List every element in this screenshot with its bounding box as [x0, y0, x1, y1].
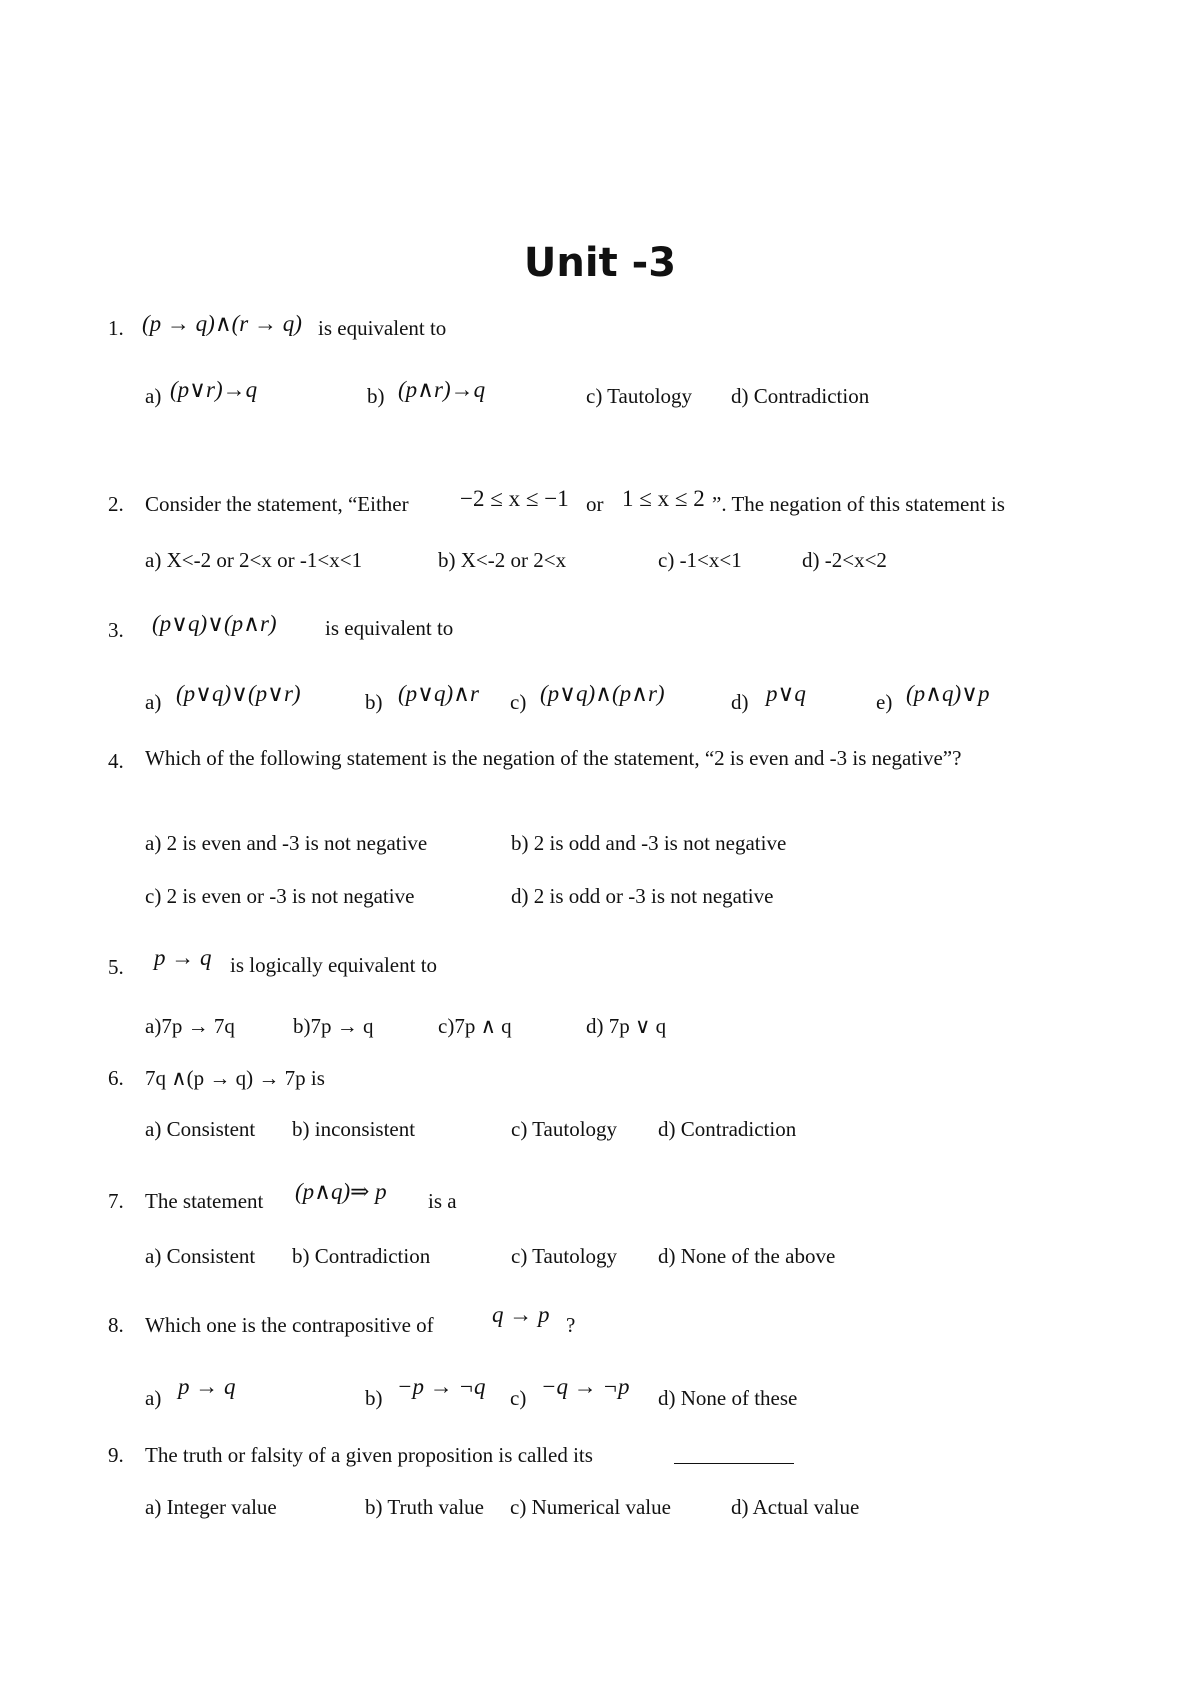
q1-option-c: c) Tautology	[586, 384, 693, 408]
q5-option-a: a)7p → 7q	[145, 1014, 235, 1038]
q9-option-b: b) Truth value	[365, 1495, 485, 1519]
q8-option-b-math: −p → ¬q	[397, 1374, 486, 1399]
q5-option-c: c)7p ∧ q	[438, 1014, 512, 1038]
question-5-text: is logically equivalent to	[230, 953, 438, 977]
q1-option-b-label: b)	[367, 384, 385, 408]
q4-option-c: c) 2 is even or -3 is not negative	[145, 884, 415, 908]
question-1-expression: (p → q)∧(r → q)	[142, 311, 302, 336]
q3-option-a-label: a)	[145, 690, 162, 714]
q6-option-b: b) inconsistent	[292, 1117, 416, 1141]
q2-option-a: a) X<-2 or 2<x or -1<x<1	[145, 548, 363, 572]
question-9-blank	[674, 1445, 794, 1468]
q5-option-b: b)7p → q	[293, 1014, 374, 1038]
q3-option-e-math: (p∧q)∨p	[906, 681, 990, 706]
question-2-or: or	[586, 492, 604, 516]
question-7-expression: (p∧q)⇒ p	[295, 1179, 387, 1204]
question-8-text-after: ?	[566, 1313, 576, 1337]
q4-option-a: a) 2 is even and -3 is not negative	[145, 831, 428, 855]
q1-option-a-math: (p∨r)→q	[170, 377, 258, 402]
q7-option-a: a) Consistent	[145, 1244, 256, 1268]
question-5-expression: p → q	[154, 945, 212, 970]
q6-option-d: d) Contradiction	[658, 1117, 797, 1141]
question-2-expr-1: −2 ≤ x ≤ −1	[460, 486, 569, 511]
q3-option-b-label: b)	[365, 690, 383, 714]
question-8-number: 8.	[108, 1313, 124, 1337]
page-title: Unit -3	[523, 240, 677, 286]
q3-option-d-label: d)	[731, 690, 749, 714]
q1-option-d: d) Contradiction	[731, 384, 870, 408]
question-7-number: 7.	[108, 1189, 124, 1213]
question-8-text-before: Which one is the contrapositive of	[145, 1313, 434, 1337]
q4-option-b: b) 2 is odd and -3 is not negative	[511, 831, 787, 855]
question-4-number: 4.	[108, 749, 124, 773]
question-2-text-before: Consider the statement, “Either	[145, 492, 409, 516]
q7-option-d: d) None of the above	[658, 1244, 836, 1268]
question-2-text-after: ”. The negation of this statement is	[712, 492, 1005, 516]
question-6-number: 6.	[108, 1066, 124, 1090]
q8-option-a-math: p → q	[178, 1374, 236, 1399]
q3-option-e-label: e)	[876, 690, 893, 714]
q3-option-c-math: (p∨q)∧(p∧r)	[540, 681, 665, 706]
q9-option-c: c) Numerical value	[510, 1495, 671, 1519]
question-7-text-before: The statement	[145, 1189, 264, 1213]
question-5-number: 5.	[108, 955, 124, 979]
question-2-expr-2: 1 ≤ x ≤ 2	[622, 486, 705, 511]
question-8-expression: q → p	[492, 1302, 550, 1327]
q3-option-a-math: (p∨q)∨(p∨r)	[176, 681, 301, 706]
question-9-text: The truth or falsity of a given proposition is called its	[145, 1443, 593, 1467]
q5-option-d: d) 7p ∨ q	[586, 1014, 667, 1038]
question-3-text: is equivalent to	[325, 616, 454, 640]
question-4-text: Which of the following statement is the negation of the statement, “2 is even and -3 is negative”?	[145, 746, 962, 770]
question-3-number: 3.	[108, 618, 124, 642]
q4-option-d: d) 2 is odd or -3 is not negative	[511, 884, 774, 908]
q6-option-c: c) Tautology	[511, 1117, 618, 1141]
q8-option-a-label: a)	[145, 1386, 162, 1410]
question-3-expression: (p∨q)∨(p∧r)	[152, 611, 277, 636]
q3-option-b-math: (p∨q)∧r	[398, 681, 479, 706]
q8-option-d: d) None of these	[658, 1386, 798, 1410]
q2-option-d: d) -2<x<2	[802, 548, 887, 572]
question-9-number: 9.	[108, 1443, 124, 1467]
question-2-number: 2.	[108, 492, 124, 516]
q8-option-b-label: b)	[365, 1386, 383, 1410]
q7-option-c: c) Tautology	[511, 1244, 618, 1268]
q3-option-c-label: c)	[510, 690, 527, 714]
q9-option-d: d) Actual value	[731, 1495, 860, 1519]
question-7-text-after: is a	[428, 1189, 457, 1213]
question-6-text: 7q ∧(p → q) → 7p is	[145, 1066, 325, 1090]
q2-option-c: c) -1<x<1	[658, 548, 742, 572]
q1-option-a-label: a)	[145, 384, 162, 408]
q7-option-b: b) Contradiction	[292, 1244, 431, 1268]
q6-option-a: a) Consistent	[145, 1117, 256, 1141]
q2-option-b: b) X<-2 or 2<x	[438, 548, 567, 572]
q1-option-b-math: (p∧r)→q	[398, 377, 486, 402]
q3-option-d-math: p∨q	[766, 681, 806, 706]
q9-option-a: a) Integer value	[145, 1495, 277, 1519]
question-1-number: 1.	[108, 316, 124, 340]
q8-option-c-math: −q → ¬p	[541, 1374, 630, 1399]
question-1-text: is equivalent to	[318, 316, 447, 340]
q8-option-c-label: c)	[510, 1386, 527, 1410]
